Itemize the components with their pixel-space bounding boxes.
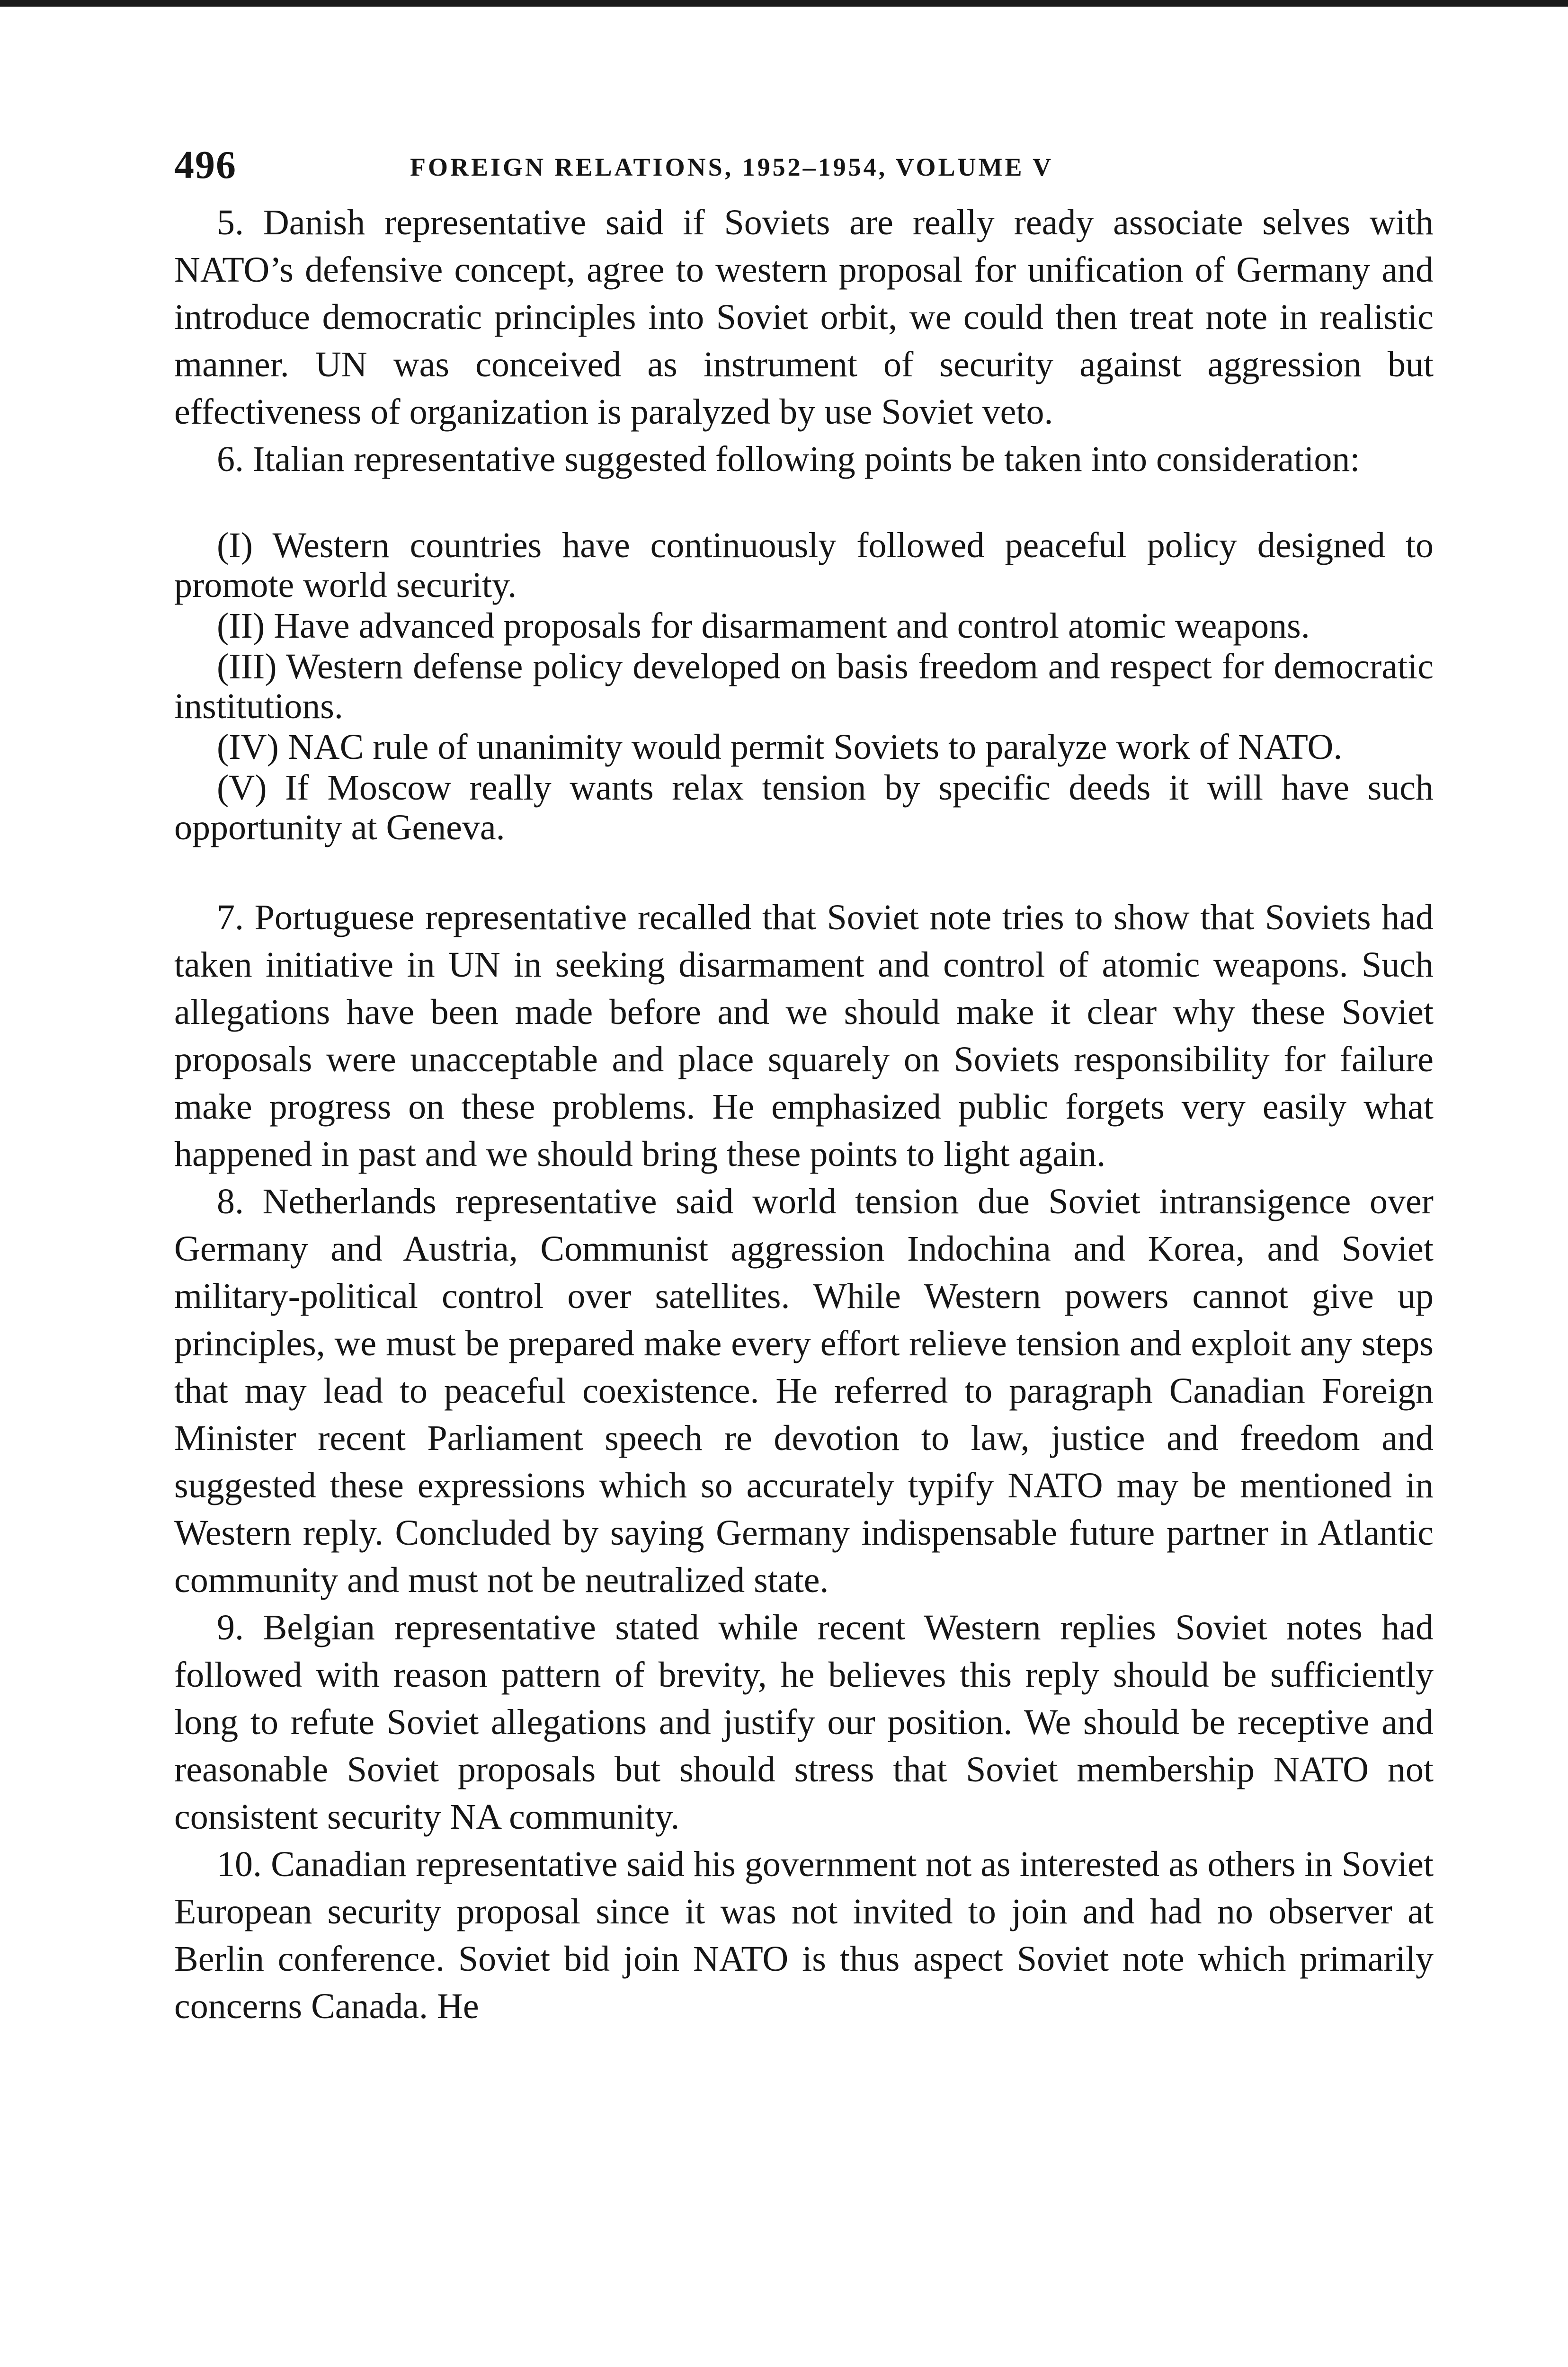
top-border-rule: [0, 0, 1568, 7]
page-number: 496: [174, 143, 237, 187]
paragraph-6: 6. Italian representative suggested following points be taken into consideration:: [217, 439, 1360, 479]
page-header: [174, 142, 1434, 199]
list-item: (III) Western defense policy developed on basis freedom and respect for democratic institutions.: [174, 647, 1434, 726]
paragraph-8: 8. Netherlands representative said world tension due Soviet intransigence over Germany and Austria, Communist aggression Indochina and Korea, and Soviet military-political control over satellites. While Western powers cannot give up principles, we must be prepared make every effort relieve tension and exploit any steps that may lead to peaceful coexistence. He referred to paragraph Canadian Foreign Minister recent Parliament speech re devotion to law, justice and freedom and suggested these expressions which so accurately typify NATO may be mentioned in Western reply. Concluded by saying Germany indispensable future partner in Atlantic community and must not be neutralized state.: [174, 1182, 1434, 1600]
italian-points-list: [174, 525, 1434, 847]
paragraph-5: 5. Danish representative said if Soviets are really ready associate selves with NATO’s defensive concept, agree to western proposal for unification of Germany and introduce democratic principles into Soviet orbit, we could then treat note in realistic manner. UN was conceived as instrument of security against aggression but effectiveness of organization is paralyzed by use Soviet veto.: [174, 203, 1434, 432]
running-head: FOREIGN RELATIONS, 1952–1954, VOLUME V: [410, 153, 1054, 181]
paragraph-10: 10. Canadian representative said his government not as interested as others in Soviet European security proposal since it was not invited to join and had no observer at Berlin conference. Soviet bid join NATO is thus aspect Soviet note which primarily concerns Canada. He: [174, 1844, 1434, 2026]
list-item: (IV) NAC rule of unanimity would permit Soviets to paralyze work of NATO.: [217, 727, 1343, 767]
paragraph-9: 9. Belgian representative stated while recent Western replies Soviet notes had followed with reason pattern of brevity, he believes this reply should be sufficiently long to refute Soviet allegations and justify our position. We should be receptive and reasonable Soviet proposals but should stress that Soviet membership NATO not consistent security NA community.: [174, 1608, 1434, 1837]
paragraph-7: 7. Portuguese representative recalled that Soviet note tries to show that Soviets had taken initiative in UN in seeking disarmament and control of atomic weapons. Such allegations have been made before and we should make it clear why these Soviet proposals were unacceptable and place squarely on Soviets responsibility for failure make progress on these problems. He emphasized public forgets very easily what happened in past and we should bring these points to light again.: [174, 898, 1434, 1174]
list-item: (II) Have advanced proposals for disarmament and control atomic weapons.: [217, 606, 1310, 646]
list-item: (I) Western countries have continuously followed peaceful policy designed to promote world security.: [174, 525, 1434, 605]
body-text: [174, 199, 1434, 2030]
document-page: [174, 142, 1434, 2030]
list-item: (V) If Moscow really wants relax tension by specific deeds it will have such opportunity at Geneva.: [174, 768, 1434, 847]
